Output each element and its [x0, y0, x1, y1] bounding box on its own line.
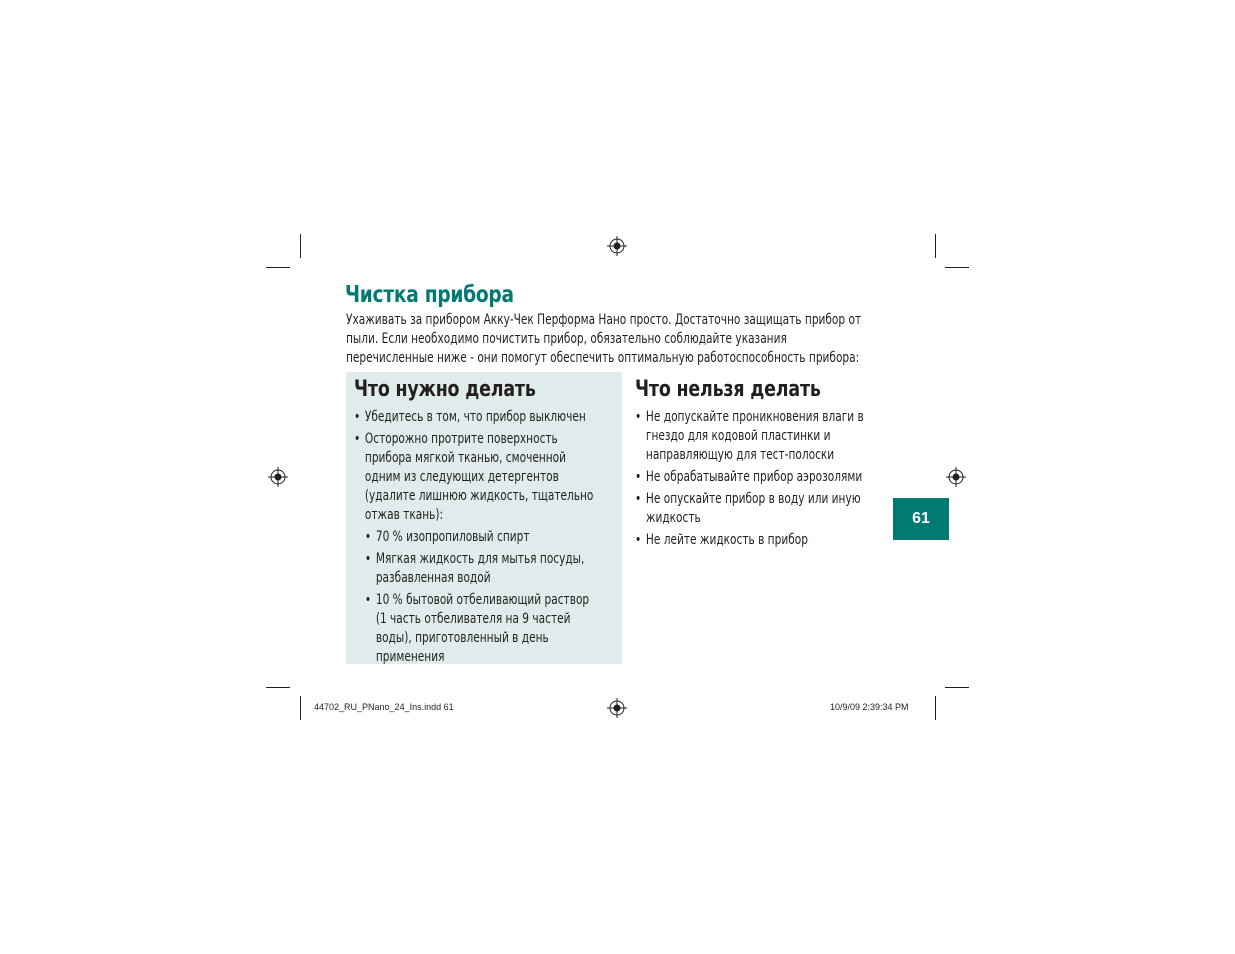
- list-item-line: жидкость: [645, 510, 701, 526]
- bullet-icon: •: [635, 469, 642, 485]
- list-item: [635, 468, 904, 487]
- dont-heading: Что нельзя делать: [635, 377, 821, 402]
- list-item: [354, 430, 623, 525]
- page-number: 61: [912, 510, 930, 527]
- intro-line: Ухаживать за прибором Акку-Чек Перформа Нано просто. Достаточно защищать прибор от: [346, 312, 862, 328]
- bullet-icon: •: [364, 592, 372, 608]
- crop-mark: [935, 696, 936, 720]
- list-item-line: (1 часть отбеливателя на 9 частей: [375, 611, 571, 627]
- list-item-line: Не допускайте проникновения влаги в: [645, 409, 864, 425]
- list-item: [365, 591, 623, 667]
- list-item-line: отжав ткань):: [364, 507, 444, 523]
- list-item-line: Не обрабатывайте прибор аэрозолями: [645, 469, 863, 485]
- list-item-line: Не лейте жидкость в прибор: [645, 532, 808, 548]
- list-item: [635, 490, 904, 528]
- list-item-line: гнездо для кодовой пластинки и: [645, 428, 831, 444]
- bullet-icon: •: [354, 431, 361, 447]
- dont-list: [635, 408, 904, 550]
- list-item-line: разбавленная водой: [375, 570, 491, 586]
- list-item-line: Осторожно протрите поверхность: [364, 431, 558, 447]
- list-item-line: воды), приготовленный в день: [375, 630, 549, 646]
- do-list: [354, 408, 623, 525]
- do-heading: Что нужно делать: [354, 377, 536, 402]
- list-item-line: применения: [375, 649, 445, 665]
- registration-mark-icon: [268, 467, 288, 487]
- list-item-line: Мягкая жидкость для мытья посуды,: [375, 551, 585, 567]
- do-sublist: [365, 528, 623, 667]
- list-item-line: 10 % бытовой отбеливающий раствор: [375, 592, 590, 608]
- list-item-line: Убедитесь в том, что прибор выключен: [364, 409, 586, 425]
- list-item-line: направляющую для тест-полоски: [645, 447, 835, 463]
- list-item-line: прибора мягкой тканью, смоченной: [364, 450, 567, 466]
- crop-mark: [300, 696, 301, 720]
- list-item: [365, 550, 623, 588]
- bullet-icon: •: [635, 409, 642, 425]
- bullet-icon: •: [364, 529, 372, 545]
- registration-mark-icon: [946, 467, 966, 487]
- intro-paragraph: [346, 311, 862, 368]
- registration-mark-icon: [607, 236, 627, 256]
- print-slug-file: 44702_RU_PNano_24_Ins.indd 61: [314, 702, 454, 712]
- crop-mark: [935, 234, 936, 258]
- list-item: [635, 408, 904, 465]
- registration-mark-icon: [607, 698, 627, 718]
- page-number-tab: [893, 498, 949, 540]
- print-slug-date: 10/9/09 2:39:34 PM: [830, 702, 909, 712]
- bullet-icon: •: [364, 551, 372, 567]
- crop-mark: [300, 234, 301, 258]
- dont-column: [635, 377, 935, 550]
- list-item: [354, 408, 623, 427]
- list-item-line: (удалите лишнюю жидкость, тщательно: [364, 488, 594, 504]
- bullet-icon: •: [635, 491, 642, 507]
- list-item-line: одним из следующих детергентов: [364, 469, 559, 485]
- intro-line: пыли. Если необходимо почистить прибор, обязательно соблюдайте указания: [346, 331, 787, 347]
- do-column: [354, 377, 654, 667]
- crop-mark: [945, 267, 969, 268]
- crop-mark: [266, 267, 290, 268]
- list-item-line: Не опускайте прибор в воду или иную: [645, 491, 861, 507]
- list-item: [635, 531, 904, 550]
- bullet-icon: •: [635, 532, 642, 548]
- crop-mark: [945, 687, 969, 688]
- list-item: [365, 528, 623, 547]
- list-item-line: 70 % изопропиловый спирт: [375, 529, 530, 545]
- intro-line: перечисленные ниже - они помогут обеспечить оптимальную работоспособность прибора:: [346, 350, 860, 366]
- page-title: Чистка прибора: [345, 282, 514, 308]
- crop-mark: [266, 687, 290, 688]
- bullet-icon: •: [354, 409, 361, 425]
